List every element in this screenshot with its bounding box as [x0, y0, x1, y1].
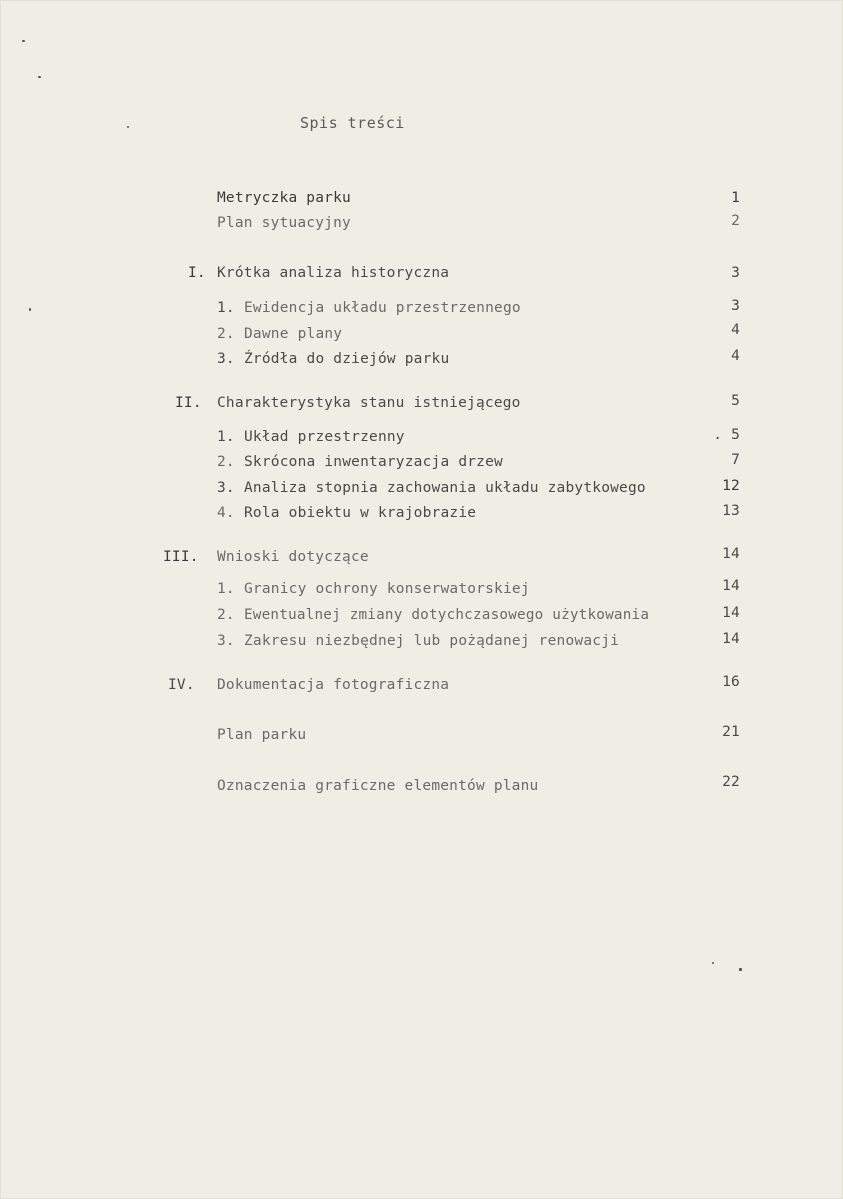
toc-entry-number: 3. [217, 633, 235, 649]
toc-entry-page: . 5 [713, 427, 740, 443]
toc-section-number: III. [163, 549, 199, 565]
toc-entry-title: Plan sytuacyjny [217, 215, 351, 231]
toc-entry-title: Ewidencja układu przestrzennego [244, 300, 521, 316]
paper-speck [22, 40, 25, 42]
toc-entry-number: 1. [217, 581, 235, 597]
toc-entry-title: Źródła do dziejów parku [244, 351, 450, 367]
toc-entry-page: 3 [731, 265, 740, 281]
toc-entry-page: 14 [722, 546, 740, 562]
toc-heading: Spis treści [300, 114, 405, 132]
toc-entry-page: 3 [731, 298, 740, 314]
toc-entry-title: Metryczka parku [217, 190, 351, 206]
paper-speck [38, 76, 41, 78]
toc-entry-number: 2. [217, 454, 235, 470]
toc-section-number: II. [175, 395, 202, 411]
paper-speck [712, 962, 714, 964]
toc-entry-page: 21 [722, 724, 740, 740]
toc-entry-title: Plan parku [217, 727, 307, 743]
paper-speck [127, 126, 129, 128]
toc-entry-title: Granicy ochrony konserwatorskiej [244, 581, 530, 597]
toc-entry-page: 5 [731, 393, 740, 409]
toc-entry-title: Ewentualnej zmiany dotychczasowego użytkowania [244, 607, 650, 623]
toc-entry-number: 4. [217, 505, 235, 521]
toc-entry-page: 4 [731, 322, 740, 338]
toc-entry-page: 12 [722, 478, 740, 494]
toc-entry-title: Krótka analiza historyczna [217, 265, 450, 281]
toc-entry-page: 14 [722, 631, 740, 647]
toc-entry-title: Rola obiektu w krajobrazie [244, 505, 477, 521]
toc-entry-title: Wnioski dotyczące [217, 549, 369, 565]
toc-entry-title: Charakterystyka stanu istniejącego [217, 395, 521, 411]
toc-entry-number: 2. [217, 607, 235, 623]
toc-entry-page: 4 [731, 348, 740, 364]
toc-entry-number: 3. [217, 480, 235, 496]
toc-entry-title: Dawne plany [244, 326, 343, 342]
toc-entry-page: 14 [722, 605, 740, 621]
toc-section-number: IV. [168, 677, 195, 693]
paper-speck [739, 968, 742, 971]
toc-section-number: I. [188, 265, 206, 281]
toc-entry-title: Oznaczenia graficzne elementów planu [217, 778, 539, 794]
toc-entry-number: 1. [217, 429, 235, 445]
toc-entry-title: Zakresu niezbędnej lub pożądanej renowacji [244, 633, 620, 649]
toc-entry-page: 2 [731, 213, 740, 229]
toc-entry-title: Dokumentacja fotograficzna [217, 677, 450, 693]
toc-entry-number: 2. [217, 326, 235, 342]
toc-entry-title: Układ przestrzenny [244, 429, 405, 445]
paper-speck [29, 308, 31, 311]
toc-entry-title: Skrócona inwentaryzacja drzew [244, 454, 503, 470]
toc-entry-number: 1. [217, 300, 235, 316]
toc-entry-page: 13 [722, 503, 740, 519]
toc-entry-page: 22 [722, 774, 740, 790]
toc-entry-page: 16 [722, 674, 740, 690]
toc-entry-page: 7 [731, 452, 740, 468]
toc-entry-page: 1 [731, 190, 740, 206]
toc-entry-page: 14 [722, 578, 740, 594]
toc-entry-number: 3. [217, 351, 235, 367]
toc-entry-title: Analiza stopnia zachowania układu zabytkowego [244, 480, 646, 496]
